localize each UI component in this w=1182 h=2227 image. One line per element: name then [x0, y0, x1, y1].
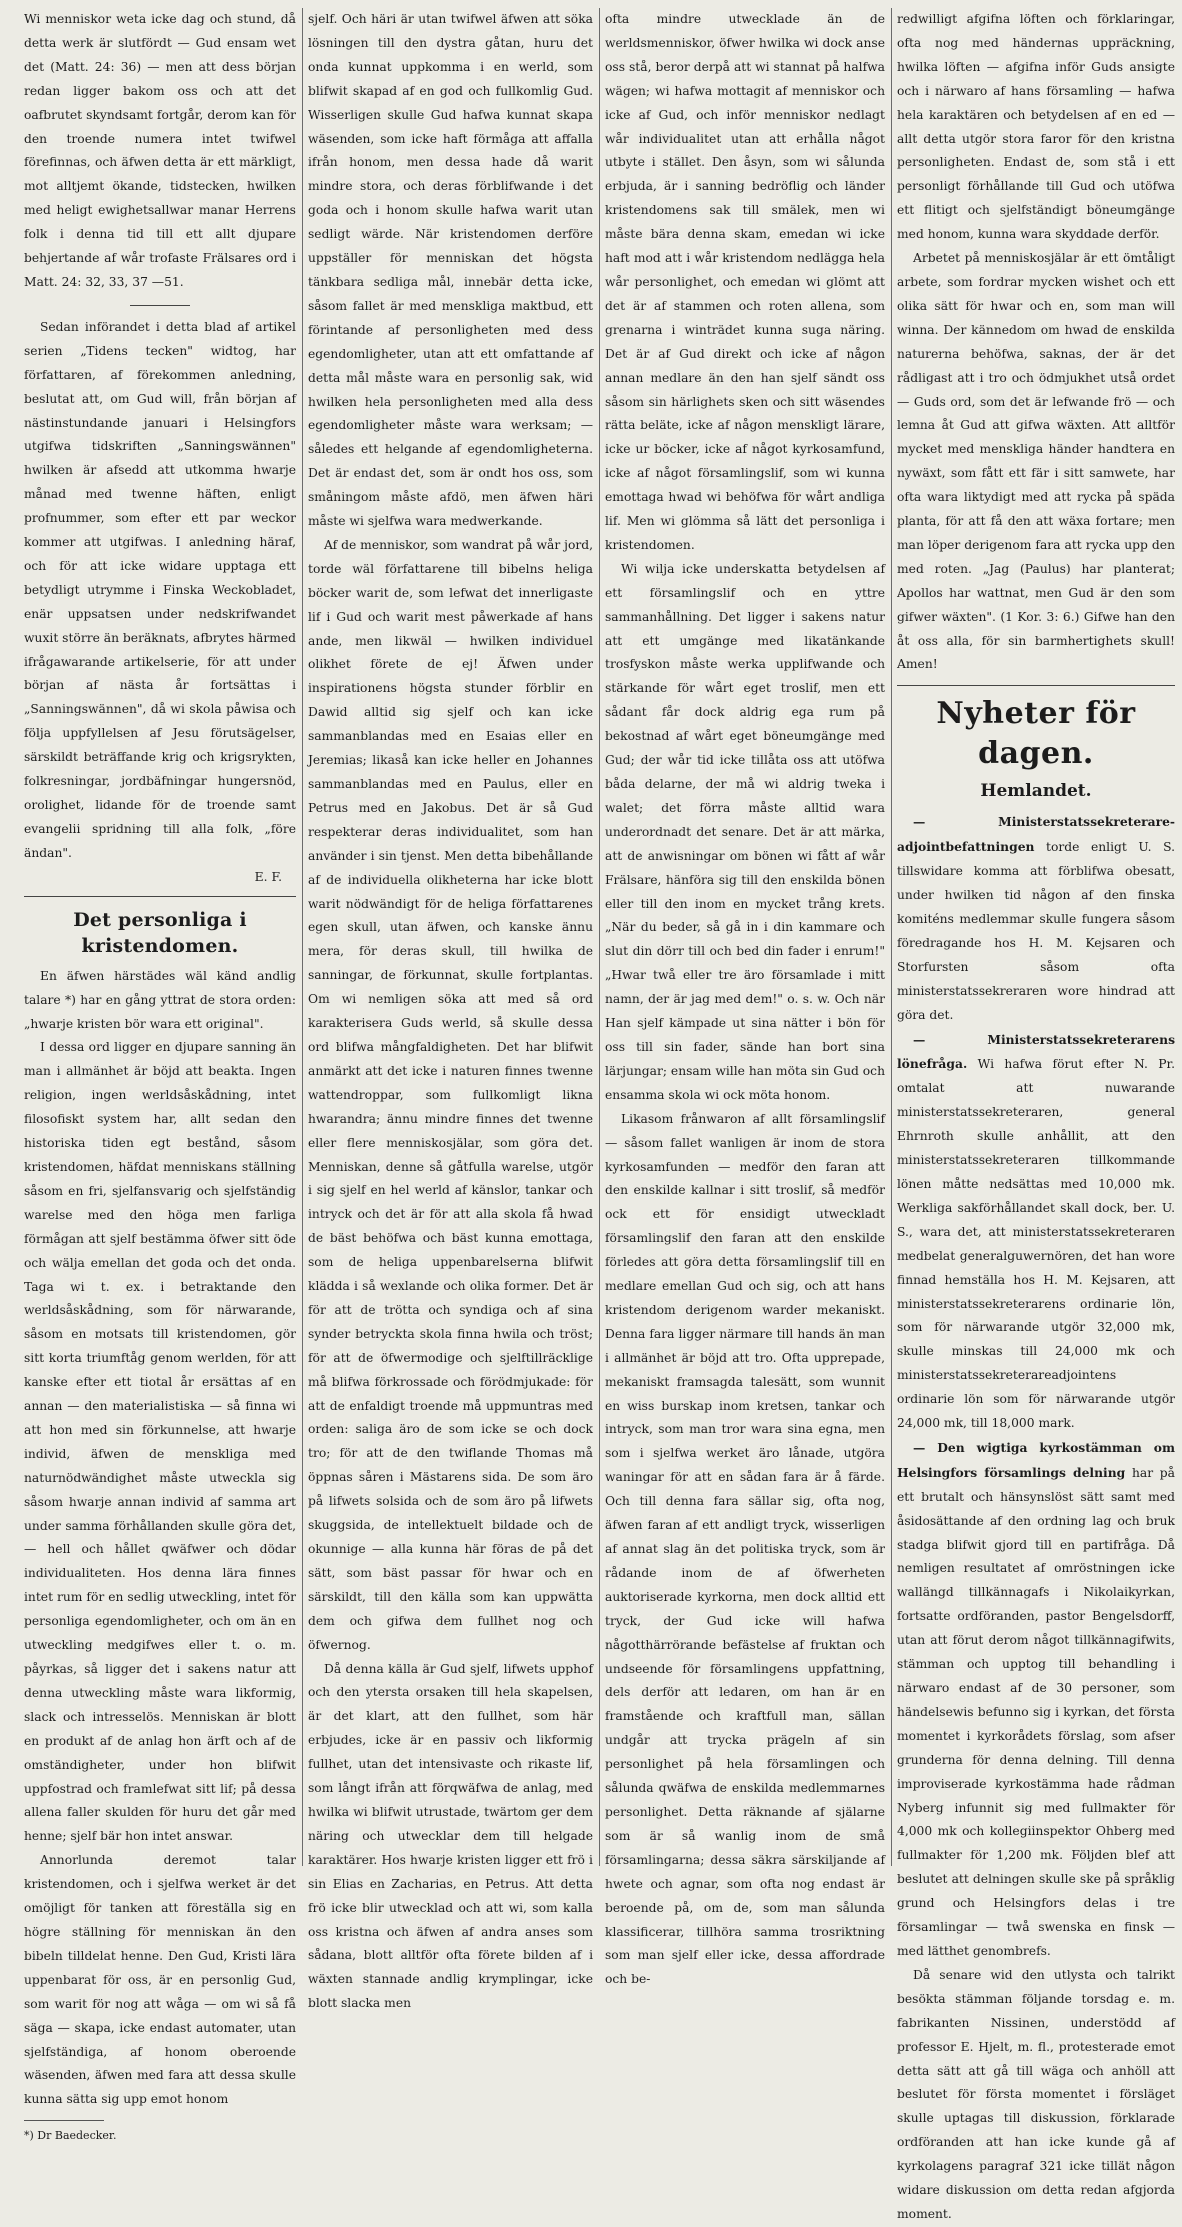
paragraph: redwilligt afgifna löften och förklaringar, ofta nog med händernas uppräckning, hwilka löften — afgifna inför Guds ansigte och i närwaro af hans församling — hafwa hela karaktären och betydelsen af en ed — allt detta utgör stora faror för den kristna personligheten. Endast de, som stå i ett personligt förhållande till Gud och utöfwa ett flitigt och sjelfständigt böneumgänge med honom, kunna wara skyddade derför. — [897, 12, 1175, 242]
paragraph: Arbetet på menniskosjälar är ett ömtåligt arbete, som fordrar mycken wishet och ett olika sätt för hwar och en, som man will winna. Der kännedom om hwad de enskilda naturerna behöfwa, saknas, der är det rådligast att i tro och ödmjukhet utså ordet — Guds ord, som det är lefwande frö — och lemna åt Gud att gifwa wäxten. Att alltför mycket med menskliga händer handtera en nywäxt, som fått ett fär i sitt samwete, har ofta wara liktydigt med att rycka på späda planta, för att få den att wäxa fortare; men man löper derigenom fara att rycka upp den med roten. „Jag (Paulus) har planterat; Apollos har wattnat, men Gud är den som gifwer wäxten". (1 Kor. 3: 6.) Gifwe han den åt oss alla, för sin barmhertighets skull! Amen! — [897, 251, 1175, 672]
paragraph: Annorlunda deremot talar kristendomen, och i sjelfwa werket är det omöjligt för tanken att föreställa sig en högre ställning för menniskan än den bibeln tilldelat henne. Den Gud, Kristi lära uppenbarat för oss, är en personlig Gud, som warit för nog att wåga — om wi så få säga — skapa, icke endast automater, utan sjelfständiga, af honom oberoende wäsenden, äfwen med fara att dessa skulle kunna sätta sig upp emot honom — [24, 1853, 296, 2107]
footnote: *) Dr Baedecker. — [24, 2129, 117, 2143]
column-2 — [308, 8, 594, 2011]
column-1 — [24, 8, 297, 2143]
news-item — [897, 810, 1175, 1027]
paragraph: ofta mindre utwecklade än de werldsmenniskor, öfwer hwilka wi dock anse oss stå, beror derpå att wi stannat på halfwa wägen; wi hafwa mottagit af menniskor och icke af Gud, och inför menniskor nedlagt wår individualitet utan att erhålla något utbyte i stället. Den åsyn, som wi sålunda erbjuda, är i sanning bedröflig och länder kristendomens sak till smälek, men wi måste bära denna skam, emedan wi icke haft mod att i wår kristendom nedlägga hela wår personlighet, och emedan wi glömt att det är af stammen och roten allena, som grenarna i winträdet kunna suga näring. Det är af Gud direkt och icke af någon annan medlare än den han sjelf sändt oss såsom sin härlighets sken och sitt wäsendes rätta beläte, icke af någon menskligt lärare, icke ur böcker, icke af något kyrkosamfund, icke af något församlingslif, som wi kunna emottaga hwad wi behöfwa för wårt andliga lif. Men wi glömma så lätt det personliga i kristendomen. — [605, 12, 885, 552]
subsection-title: Hemlandet. — [980, 781, 1092, 802]
news-item-heading: — Den wigtiga kyrkostämman om Helsingfors församlings delning — [897, 1439, 1175, 1480]
news-item — [897, 1028, 1175, 1436]
paragraph: sjelf. Och häri är utan twifwel äfwen att söka lösningen till den dystra gåtan, huru det onda kunnat uppkomma i en werld, som blifwit skapad af en god och fullkomlig Gud. Wisserligen skulle Gud hafwa kunnat skapa wäsenden, som icke haft förmåga att affalla ifrån honom, men dessa hade då warit mindre stora, och deras förblifwande i det goda och i honom skulle hafwa warit utan sedligt wärde. När kristendomen derföre uppställer för menniskan det högsta tänkbara sedliga mål, innebär detta icke, såsom fallet är med menskliga maktbud, ett förintande af personligheten med dess egendomligheter, utan att ett omfattande af detta mål måste wara en personlig sak, wid hwilken hela personligheten med alla dess egendomligheter måste wara werksam; — således ett helgande af egendomligheterna. Det är endast det, som är ondt hos oss, som småningom måste afdö, men äfwen häri måste wi sjelfwa wara medwerkande. — [308, 12, 593, 529]
author-signature: E. F. — [254, 869, 282, 884]
paragraph: Likasom frånwaron af allt församlingslif — såsom fallet wanligen är inom de stora kyrkosamfunden — medför den faran att den enskilde kallnar i sitt troslif, så medför ock ett för ensidigt utweckladt församlingslif den faran att den enskilde förledes att göra detta församlingslif till en medlare emellan Gud och sig, och att hans kristendom derigenom warder mekaniskt. Denna fara ligger närmare till hands än man i allmänhet är böjd att tro. Ofta upprepade, mekaniskt framsagda talesätt, som wunnit en wiss burskap inom kretsen, tankar och intryck, som man tror wara sina egna, men som i sjelfwa werket äro lånade, utgöra waningar för att en sådan fara är å färde. Och till denna fara sällar sig, ofta nog, äfwen faran af ett andligt tryck, wisserligen af annat slag än det politiska tryck, som är rådande inom de af öfwerheten auktoriserade kyrkorna, men dock alltid ett tryck, der Gud icke will hafwa någotthärrörande befästelse af fruktan och undseende för församlingens uppfattning, dels derför att ledaren, om han är en framstående och kraftfull man, sällan undgår att trycka prägeln af sin personlighet på hela församlingen och sålunda qwäfwa de enskilda medlemmarnes personlighet. Detta räknande af själarne som är så wanlig inom de små församlingarna; dessa säkra särskiljande af hwete och agnar, som ofta nog endast är beroende på, om de, som man sålunda klassificerar, tillhöra samma trosriktning som man sjelf eller icke, dessa affordrade och be- — [605, 1111, 885, 1987]
news-item-heading: — Ministerstatssekreterare-adjointbefattningen — [897, 814, 1175, 855]
column-3 — [605, 8, 885, 1987]
column-4 — [897, 8, 1175, 2221]
news-item — [897, 1436, 1175, 1964]
news-item-heading: — Ministerstatssekreterarens lönefråga. — [897, 1031, 1175, 1072]
news-item-body: torde enligt U. S. tillswidare komma att förblifwa obesatt, under hwilken tid någon af den finska komiténs medlemmar skulle fungera såsom föredragande hos H. M. Kejsaren och Storfursten såsom ofta ministerstatssekreraren wore hindrad att göra det. — [897, 840, 1175, 1022]
paragraph: Wi wilja icke underskatta betydelsen af ett församlingslif och en yttre sammanhållning. Det ligger i sakens natur att ett umgänge med likatänkande trosfyskon måste werka upplifwande och stärkande för wårt eget troslif, men ett sådant får dock aldrig ega rum på bekostnad af wårt eget böneumgänge med Gud; der wår tid icke tillåta oss att utöfwa båda delarne, der må wi aldrig twekа i walet; det förra måste alltid wara underordnadt det senare. Det är att märka, att de anwisningar om bönen wi fått af wår Frälsare, hänföra sig till den enskilda bönen eller till den inom en mycket trång krets. „När du beder, så gå in i din kammare och slut din dörr till och bed din fader i enrum!" „Hwar twå eller tre äro församlade i mitt namn, der är jag med dem!" o. s. w. Och när Han sjelf kämpade ut sina nätter i bön för oss till sin fader, sände han bort sina lärjungar; ensam wille han möta sin Gud och ensamma skola wi ock möta honom. — [605, 561, 885, 1102]
paragraph: Sedan införandet i detta blad af artikel serien „Tidens tecken" widtog, har författaren, af förekommen anledning, beslutat att, om Gud will, från början af nästinstundande januari i Helsingfors utgifwa tidskriften „Sanningswännen" hwilken är afsedd att utkomma hwarje månad med twenne häften, enligt profnummer, som efter ett par weckor kommer att utgifwas. I anledning häraf, och för att icke widare upptaga ett betydligt utrymme i Finska Weckobladet, enär uppsatsen under nedskrifwandet wuxit större än beräknats, afbrytes härmed ifrågawarande artikelserie, för att under början af nästa år fortsättas i „Sanningswännen", då wi skola påwisa och följa uppfyllelsen af Jesu förutsägelser, särskildt beträffande krig och krigsrykten, folkresningar, jordbäfningar hungersnöd, orolighet, lidande för de troende samt evangelii spridning till alla folk, „före ändan". — [24, 319, 297, 860]
divider — [130, 305, 190, 306]
divider — [897, 685, 1175, 686]
footnote-divider — [24, 2120, 104, 2121]
section-title: Nyheter för dagen. — [936, 696, 1136, 772]
paragraph: Af de menniskor, som wandrat på wår jord, torde wäl författarene till bibelns heliga böcker warit de, som lefwat det innerligaste lif i Gud och warit mest påwerkade af hans ande, men likwäl — hwilken individuel olikhet förete de ej! Äfwen under inspirationens högsta stunder förblir en Dawid alltid sig sjelf och kan icke sammanblandas med en Esaias eller en Jeremias; likaså kan icke heller en Johannes sammanblandas med en Paulus, eller en Petrus med en Jakobus. Det är så Gud respekterar deras individualitet, som han använder i sin tjenst. Men detta bibehållande af de individuella olikheterna har icke blott warit nödwändigt för de heliga författarenes egen skull, utan äfwen, och kanske ännu mera, för deras skull, till hwilka de sanningar, de förkunnat, skulle fortplantas. Om wi nemligen söka att med så ord karakterisera Guds werld, så skulle dessa ord blifwa mångfaldigheten. Det har blifwit anmärkt att det icke i naturen finnes twenne wattendroppar, som fullkomligt likna hwarandra; ännu mindre finnes det twenne eller flere menniskosjälar, som göra det. Menniskan, denne så gåtfulla warelse, utgör i sig sjelf en hel werld af känslor, tankar och intryck och det är för att alla skola få hwad de bäst behöfwa och bäst kunna emottaga, som de heliga uppenbarelserna blifwit klädda i så wexlande och olika former. Det är för att de trötta och syndiga och af sina synder betryckta skola finna hwila och tröst; för att de öfwermodige och sjelftillräcklige må blifwa förkrossade och förödmjukade: för att de enfaldigt troende må uppmuntras med orden: saliga äro de som icke se och dock tro; för att de den twiflande Thomas må öppnas såren i Mästarens sida. De som äro på lifwets solsida och de som äro på lifwets skuggsida, de intellektuelt bildade och de okunnige — alla kunna här föras de på det sätt, som bäst passar för hwar och en särskildt, till den källa som kan uppwätta dem och gifwa dem fullhet nog och öfwernog. — [308, 537, 594, 1652]
news-item-body: har på ett brutalt och hänsynslöst sätt samt med åsidosättande af den ordning lag och bruk stadga blifwit gjord till en partifråga. Då nemligen resultatet af omröstningen icke wallängd tillkännagafs i Nikolaikyrkan, fortsatte ordföranden, pastor Bengelsdorff, utan att förut derom något tillkännagifwits, stämman och upptog till behandling i närwaro endast af de 30 personer, som händelsewis befunno sig i kyrkan, det första momentet i kyrkorådets förslag, som afser grunderna för denna delning. Till denna improviserade kyrkostämma hade rådman Nyberg infunnit sig med fullmakter för 4,000 mk och kollegiinspektor Ohberg med fullmakter för 1,200 mk. Följden blef att beslutet att delningen skulle ske på språklig grund och Helsingfors delas i tre församlingar — twå swenska en finsk — med lätthet genombrefs. — [897, 1465, 1175, 1958]
paragraph: Då denna källa är Gud sjelf, lifwets upphof och den ytersta orsaken till hela skapelsen, är det klart, att den fullhet, som här erbjudes, icke är en passiv och likformig fullhet, utan det intensivaste och rikaste lif, som långt ifrån att förqwäfwa de anlag, med hwilka wi blifwit utrustade, twärtom ger dem näring och utwecklar dem till helgade karaktärer. Hos hwarje kristen ligger ett frö i sin Elias en Zacharias, en Petrus. Att detta frö icke blir utwecklad och att wi, som kalla oss kristna och äfwen af andra anses som sådana, blott alltför ofta förete bilden af i wäxten stannade andlig krymplingar, icke blott slacka men — [308, 1661, 593, 2011]
news-item-body: Wi hafwa förut efter N. Pr. omtalat att nuwarande ministerstatssekreteraren, general Ehrnroth skulle anhållit, att den ministerstatssekreteraren tillkommande lönen måtte nedsättas med 10,000 mk. Werkliga sakförhållandet skall dock, ber. U. S., wara det, att ministerstatssekreteraren medbelat generalguwernören, det han wore finnad hemställa hos H. M. Kejsaren, att ministerstatssekreterarens ordinarie lön, som för närwarande utgör 32,000 mk, skulle minskas till 24,000 mk och ministerstatssekreterareadjointens ordinarie lön som för närwarande utgör 24,000 mk, till 18,000 mark. — [897, 1057, 1175, 1431]
divider — [24, 896, 296, 897]
paragraph: I dessa ord ligger en djupare sanning än man i allmänhet är böjd att beakta. Ingen religion, ingen werldsåskådning, intet filosofiskt system har, allt sedan den historiska tiden egt bestånd, såsom kristendomen, häfdat menniskans ställning såsom en fri, sjelfansvarig och sjelfständig warelse med den höga men farliga förmågan att sjelf bestämma öfwer sitt öde och wälja emellan det goda och det onda. Taga wi t. ex. i betraktande den werldsåskådning, som för närwarande, såsom en motsats till kristendomen, gör sitt korta triumftåg genom werlden, för att kanske efter ett tiotal år ersättas af en annan — den materialistiska — så finna wi att hon med sin förkunnelse, att hwarje individ, äfwen de menskliga med naturnödwändighet måste utwecklа sig såsom hwarje annan individ af samma art under samma förhållanden skulle göra det, — hell och hållet qwäfwer och dödar individualiteten. Hos denna lära finnes intet rum för en sedlig utweckling, intet för personliga egendomligheter, och om än en utweckling medgifwes eller t. o. m. påyrkas, så ligger det i sakens natur att denna utweckling måste wara likformig, slack och intresselös. Menniskan är blott en produkt af de anlag hon ärft och af de omständigheter, under hon blifwit uppfostrad och framlefwat sitt lif; på dessa allena faller skulden för huru det går med henne; sjelf bär hon intet answar. — [24, 1040, 296, 1844]
article-title: Det personliga i kristendomen. — [73, 908, 247, 957]
paragraph: En äfwen härstädes wäl känd andlig talare *) har en gång yttrat de stora orden: „hwarje kristen bör wara ett original". — [24, 968, 296, 1031]
paragraph: Wi menniskor weta icke dag och stund, då detta werk är slutfördt — Gud ensam wet det (Matt. 24: 36) — men att dess början redan ligger bakom oss och att det oafbrutet skyndsamt fortgår, derom kan för den troende numera intet twifwel förefinnas, och äfwen detta är ett märkligt, mot alltjemt ökande, tidstecken, hwilken med heligt ewighetsallwar manar Herrens folk i denna tid till ett allt djupare behjertande af wår trofaste Frälsares ord i Matt. 24: 32, 33, 37 —51. — [24, 12, 296, 289]
paragraph: Då senare wid den utlysta och talrikt besökta stämman följande torsdag e. m. fabrikanten Nissinen, understödd af professor E. Hjelt, m. fl., protesterade emot detta sätt att gå till wäga och anhöll att beslutet för första momentet i försläget skulle uptagas till diskussion, förklarade ordföranden att han icke kunde gå af kyrkolagens paragraf 321 icke tillät någon widare diskussion om detta redan afgjorda moment. — [897, 1967, 1175, 2221]
